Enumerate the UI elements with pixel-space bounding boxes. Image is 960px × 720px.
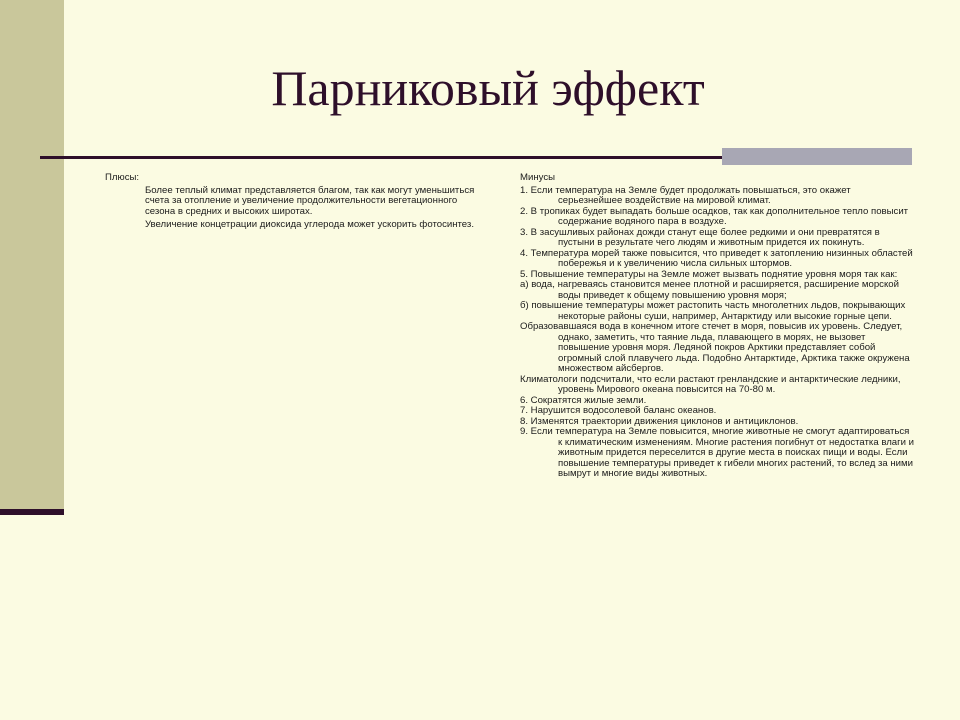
- pros-heading: Плюсы:: [105, 172, 140, 183]
- cons-item: 6. Сократятся жилые земли.: [520, 394, 647, 406]
- cons-item: 7. Нарушится водосолевой баланс океанов.: [520, 405, 717, 416]
- cons-item: Климатологи подсчитали, что если растают гренландские и антарктические ледники, уровень Мирового океана повысится на 70-80 м.: [520, 373, 901, 395]
- left-band-base-line: [0, 509, 64, 515]
- cons-heading: Минусы: [520, 172, 556, 183]
- cons-item: 9. Если температура на Земле повысится, многие животные не смогут адаптироваться к климатическим изменениям. Многие растения погибнут от недостатка влаги и животным придется переселится в другие места в поисках пищи и воды. Если повышение температуры приведет к гибели многих растений, то вслед за ними вымрут и многие виды животных.: [520, 426, 915, 479]
- pros-item: Увеличение концетрации диоксида углерода может ускорить фотосинтез.: [145, 219, 474, 230]
- cons-item: 1. Если температура на Земле будет продолжать повышаться, это окажет серьезнейшее воздействие на мировой климат.: [520, 184, 851, 206]
- cons-column: [520, 173, 915, 480]
- slide-title: Парниковый эффект: [271, 60, 705, 116]
- divider-accent-block: [722, 148, 912, 165]
- cons-item: 4. Температура морей также повысится, что приведет к затоплению низинных областей побережья и к увеличению числа сильных штормов.: [520, 247, 913, 269]
- left-decorative-band: [0, 0, 64, 512]
- cons-item: 3. В засушливых районах дожди станут еще более редкими и они превратятся в пустыни в результате чего людям и животным придется их покинуть.: [520, 226, 880, 248]
- pros-column: [105, 173, 485, 234]
- cons-item: Образовавшаяся вода в конечном итоге стечет в моря, повысив их уровень. Следует, однако, заметить, что таяние льда, плавающего в морях, не вызовет повышение уровня моря. Ледяной покров Арктики представляет собой огромный слой плавучего льда. Подобно Антарктиде, Арктика также окружена множеством айсбергов.: [520, 321, 910, 374]
- cons-item: б) повышение температуры может растопить часть многолетних льдов, покрывающих некоторые районы суши, например, Антарктиду или высокие горные цепи.: [520, 300, 906, 322]
- cons-item: 8. Изменятся траектории движения циклонов и антициклонов.: [520, 415, 799, 427]
- cons-item: 2. В тропиках будет выпадать больше осадков, так как дополнительное тепло повысит содержание водяного пара в воздухе.: [520, 205, 909, 227]
- cons-item: 5. Повышение температуры на Земле может вызвать поднятие уровня моря так как:: [520, 268, 898, 280]
- cons-item: а) вода, нагреваясь становится менее плотной и расширяется, расширение морской воды приведет к общему повышению уровня моря;: [520, 279, 899, 301]
- pros-item: Более теплый климат представляется благом, так как могут уменьшиться счета за отопление и увеличение продолжительности вегетационного сезона в средних и высоких широтах.: [145, 184, 475, 217]
